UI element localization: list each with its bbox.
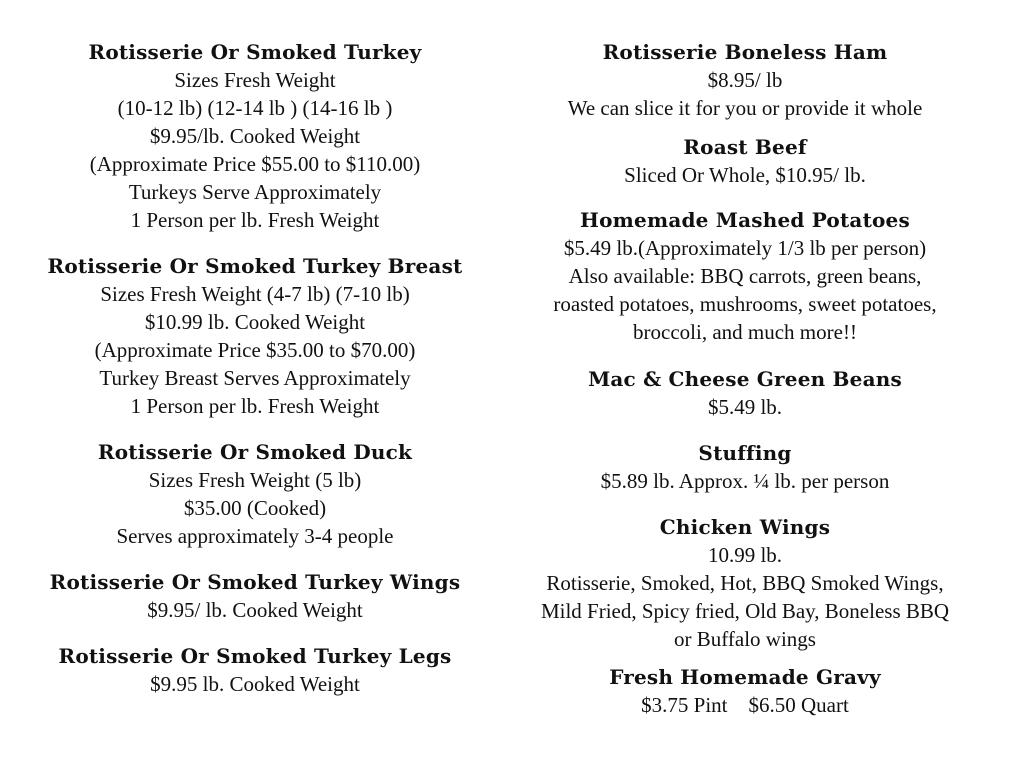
- item-title: Mac & Cheese Green Beans: [588, 367, 902, 391]
- item-detail: $3.75 Pint $6.50 Quart: [641, 693, 849, 717]
- item-detail: Sliced Or Whole, $10.95/ lb.: [624, 163, 866, 187]
- item-title: Roast Beef: [683, 135, 807, 159]
- menu-item-gravy: [510, 663, 980, 719]
- item-detail: $35.00 (Cooked): [183, 496, 327, 520]
- menu-item-duck: [20, 438, 490, 550]
- menu-item-turkey-wings: [20, 568, 490, 624]
- menu-item-chicken-wings: [510, 513, 980, 653]
- item-detail: $8.95/ lb: [707, 68, 783, 92]
- item-detail: $5.49 lb.(Approximately 1/3 lb per person): [563, 236, 927, 260]
- item-detail: roasted potatoes, mushrooms, sweet potatoes,: [553, 292, 937, 316]
- menu-item-stuffing: [510, 439, 980, 495]
- menu-item-mashed-potatoes: [510, 206, 980, 346]
- item-title: Rotisserie Boneless Ham: [602, 40, 888, 64]
- item-title: Rotisserie Or Smoked Turkey Legs: [58, 644, 452, 668]
- menu-item-turkey-breast: [20, 252, 490, 420]
- item-detail: (Approximate Price $35.00 to $70.00): [94, 338, 416, 362]
- item-detail: Rotisserie, Smoked, Hot, BBQ Smoked Wings,: [546, 571, 944, 595]
- menu-item-ham: [510, 38, 980, 122]
- item-detail: Mild Fried, Spicy fried, Old Bay, Boneless BBQ: [540, 599, 950, 623]
- item-detail: Sizes Fresh Weight (4-7 lb) (7-10 lb): [100, 282, 410, 306]
- menu-item-turkey: [20, 38, 490, 234]
- item-title: Rotisserie Or Smoked Turkey Breast: [47, 254, 463, 278]
- item-detail: 1 Person per lb. Fresh Weight: [130, 208, 380, 232]
- item-detail: $5.89 lb. Approx. ¼ lb. per person: [600, 469, 890, 493]
- item-detail: (Approximate Price $55.00 to $110.00): [89, 152, 421, 176]
- item-detail: $9.95 lb. Cooked Weight: [150, 672, 360, 696]
- item-detail: or Buffalo wings: [674, 627, 816, 651]
- item-detail: $10.99 lb. Cooked Weight: [144, 310, 366, 334]
- item-detail: Also available: BBQ carrots, green beans,: [568, 264, 922, 288]
- item-detail: $9.95/ lb. Cooked Weight: [147, 598, 363, 622]
- item-detail: broccoli, and much more!!: [633, 320, 857, 344]
- menu-item-turkey-legs: [20, 642, 490, 698]
- item-detail: 1 Person per lb. Fresh Weight: [130, 394, 380, 418]
- item-detail: Serves approximately 3-4 people: [116, 524, 394, 548]
- item-detail: We can slice it for you or provide it whole: [567, 96, 923, 120]
- menu-item-mac-cheese-green-beans: [510, 365, 980, 421]
- item-detail: $5.49 lb.: [707, 395, 783, 419]
- menu-item-roast-beef: [510, 133, 980, 189]
- item-title: Rotisserie Or Smoked Duck: [97, 440, 413, 464]
- item-title: Stuffing: [698, 441, 792, 465]
- item-title: Homemade Mashed Potatoes: [580, 208, 910, 232]
- item-title: Rotisserie Or Smoked Turkey Wings: [49, 570, 461, 594]
- item-detail: Sizes Fresh Weight (5 lb): [148, 468, 362, 492]
- item-title: Rotisserie Or Smoked Turkey: [88, 40, 422, 64]
- item-detail: $9.95/lb. Cooked Weight: [149, 124, 361, 148]
- item-detail: Turkeys Serve Approximately: [128, 180, 382, 204]
- item-detail: (10-12 lb) (12-14 lb ) (14-16 lb ): [117, 96, 393, 120]
- item-detail: 10.99 lb.: [707, 543, 783, 567]
- item-title: Fresh Homemade Gravy: [609, 665, 881, 689]
- item-detail: Turkey Breast Serves Approximately: [99, 366, 411, 390]
- item-detail: Sizes Fresh Weight: [174, 68, 336, 92]
- item-title: Chicken Wings: [659, 515, 831, 539]
